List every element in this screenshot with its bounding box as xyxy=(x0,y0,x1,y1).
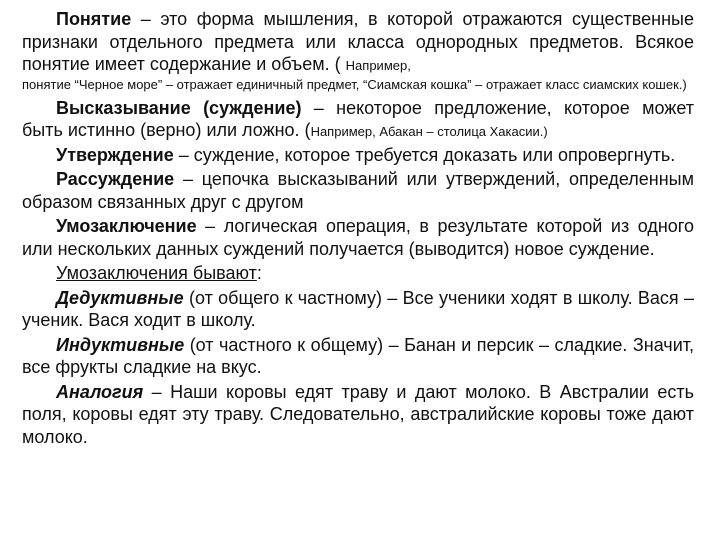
paragraph-inductive xyxy=(22,334,694,379)
paragraph-analogy xyxy=(22,381,694,449)
paragraph-statement xyxy=(22,97,694,142)
term-inductive: Индуктивные xyxy=(56,334,185,355)
inference-types-heading: Умозаключения бывают xyxy=(56,263,257,283)
paragraph-inference xyxy=(22,215,694,260)
statement-definition: – некоторое предложение, которое может быть истинно (верно) или ложно. ( xyxy=(22,97,694,140)
concept-example-start: Например, xyxy=(345,58,411,73)
analogy-text: – Наши коровы едят траву и дают молоко. В Австралии есть поля, коровы едят эту траву. Следовательно, австралийские коровы тоже дают молоко. xyxy=(22,381,694,447)
assertion-definition: – суждение, которое требуется доказать или опровергнуть. xyxy=(173,144,676,165)
term-reasoning: Рассуждение xyxy=(56,169,175,189)
reasoning-definition: – цепочка высказываний или утверждений, определенным образом связанных друг с другом xyxy=(22,169,694,212)
inductive-text: (от частного к общему) – Банан и персик – сладкие. Значит, все фрукты сладкие на вкус. xyxy=(22,334,694,377)
paragraph-reasoning xyxy=(22,168,694,213)
concept-example: понятие “Черное море” – отражает единичный предмет, “Сиамская кошка” – отражает класс сиамских кошек.) xyxy=(22,76,687,92)
statement-example: Например, Абакан – столица Хакасии.) xyxy=(310,124,548,139)
term-deductive: Дедуктивные xyxy=(56,287,184,308)
concept-definition: – это форма мышления, в которой отражаются существенные признаки отдельного предмета или класса однородных предметов. Всякое понятие имеет содержание и объем. ( xyxy=(22,9,694,74)
term-analogy: Аналогия xyxy=(56,381,144,402)
term-concept: Понятие xyxy=(56,9,132,29)
paragraph-assertion xyxy=(22,144,694,167)
paragraph-concept xyxy=(22,8,694,76)
document-page xyxy=(22,8,694,450)
paragraph-deductive xyxy=(22,287,694,332)
deductive-text: (от общего к частному) – Все ученики ходят в школу. Вася – ученик. Вася ходит в школу. xyxy=(22,287,694,330)
term-assertion: Утверждение xyxy=(56,144,174,165)
inference-types-colon: : xyxy=(256,263,262,283)
paragraph-inference-types xyxy=(22,262,694,285)
term-inference: Умозаключение xyxy=(56,216,197,236)
inference-definition: – логическая операция, в результате которой из одного или нескольких данных суждений получается (выводится) новое суждение. xyxy=(22,216,694,259)
term-statement: Высказывание (суждение) xyxy=(56,97,302,118)
